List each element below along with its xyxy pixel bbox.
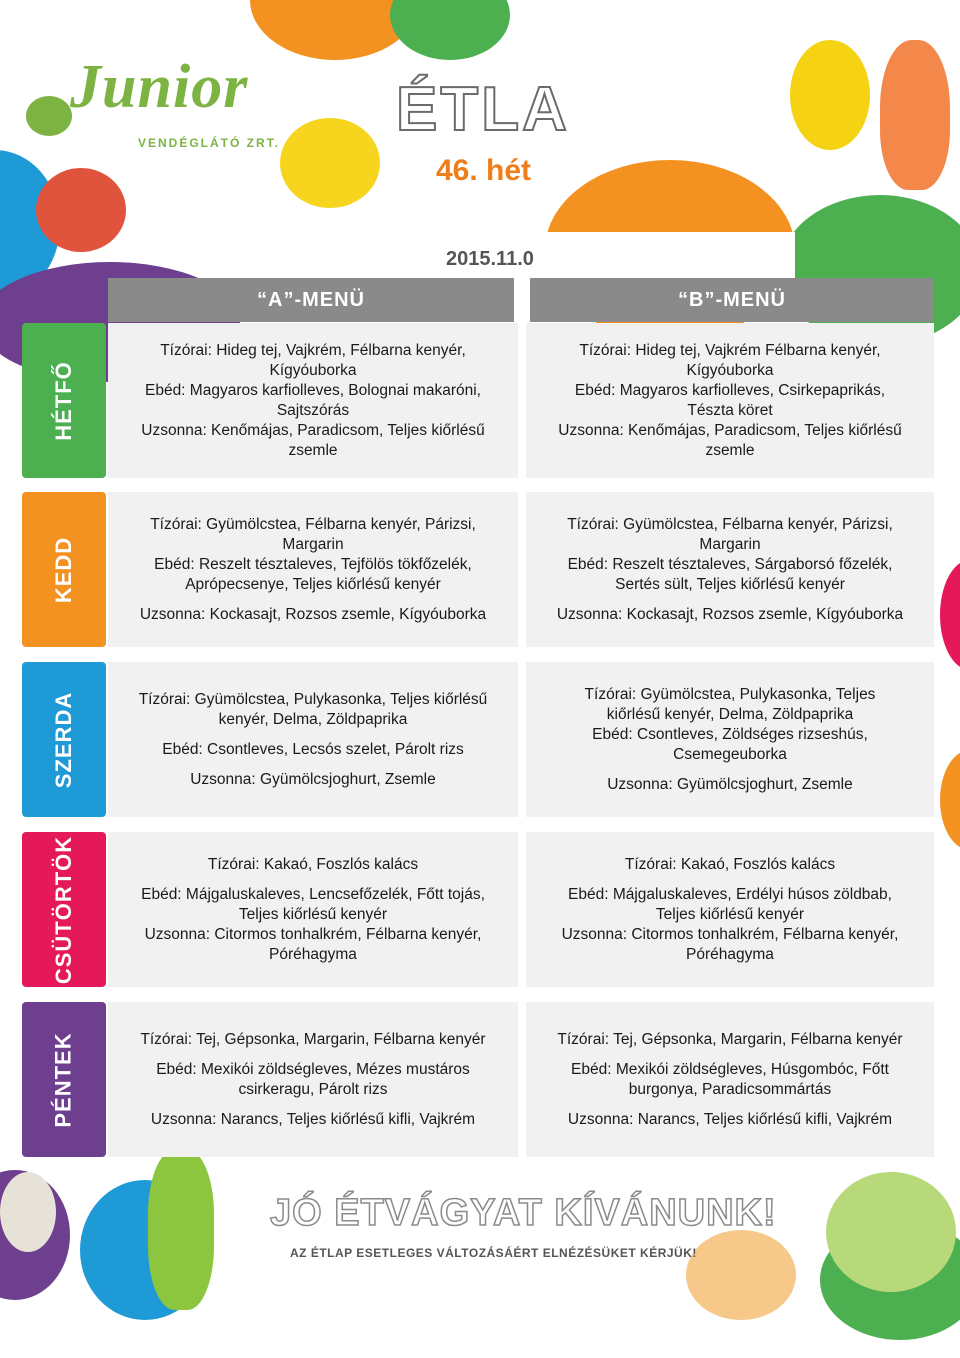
day-label: CSÜTÖRTÖK <box>51 835 77 984</box>
footer-wish: JÓ ÉTVÁGYAT KÍVÁNUNK! <box>270 1192 777 1234</box>
menu-line: Tízórai: Gyümölcstea, Félbarna kenyér, Párizsi, <box>150 515 476 533</box>
menu-line: Teljes kiőrlésű kenyér <box>238 905 388 923</box>
day-label: HÉTFŐ <box>51 360 76 441</box>
menu-line: Ebéd: Reszelt tésztaleves, Sárgaborsó főzelék, <box>567 555 893 573</box>
menu-line: Ebéd: Magyaros karfiolleves, Csirkepaprikás, <box>574 381 886 399</box>
logo-subtitle: VENDÉGLÁTÓ ZRT. <box>138 136 281 150</box>
column-header-a: “A”-MENÜ <box>108 278 514 322</box>
menu-line: Uzsonna: Gyümölcsjoghurt, Zsemle <box>190 770 436 788</box>
radish-character-icon <box>0 1172 56 1252</box>
pepper-character-icon <box>790 40 870 150</box>
menu-line: Margarin <box>282 535 344 553</box>
menu-line: Ebéd: Mexikói zöldségleves, Mézes mustáros <box>156 1060 470 1078</box>
zucchini-character-icon <box>148 1150 214 1310</box>
menu-line: Tízórai: Tej, Gépsonka, Margarin, Félbarna kenyér <box>557 1030 903 1048</box>
menu-cell-b <box>526 662 934 817</box>
menu-line: Tízórai: Hideg tej, Vajkrém, Félbarna kenyér, <box>160 341 466 359</box>
menu-line: Ebéd: Májgaluskaleves, Erdélyi húsos zöldbab, <box>568 885 892 903</box>
menu-line: Csemegeuborka <box>673 745 787 763</box>
menu-line: Tízórai: Kakaó, Foszlós kalács <box>624 855 836 873</box>
menu-line: kenyér, Delma, Zöldpaprika <box>218 710 408 728</box>
menu-line: Uzsonna: Kockasajt, Rozsos zsemle, Kígyóuborka <box>139 605 487 623</box>
menu-line: Tízórai: Gyümölcstea, Félbarna kenyér, Párizsi, <box>567 515 893 533</box>
day-tab <box>22 662 106 817</box>
menu-line: Ebéd: Mexikói zöldségleves, Húsgombóc, Főtt <box>571 1060 889 1078</box>
footer-note: AZ ÉTLAP ESETLEGES VÁLTOZÁSÁÉRT ELNÉZÉSÜKET KÉRJÜK! <box>290 1246 697 1260</box>
menu-line: Kígyóuborka <box>686 361 774 379</box>
menu-line: Ebéd: Csontleves, Zöldséges rizseshús, <box>592 725 868 743</box>
menu-line: Uzsonna: Kenőmájas, Paradicsom, Teljes kiőrlésű <box>558 421 902 439</box>
menu-cell-a <box>108 832 518 987</box>
logo-name: Junior <box>70 53 249 121</box>
menu-cell-b <box>526 323 934 478</box>
menu-line: burgonya, Paradicsommártás <box>628 1080 832 1098</box>
decor-green-circle <box>390 0 510 60</box>
menu-line: Ebéd: Magyaros karfiolleves, Bolognai makaróni, <box>144 381 481 399</box>
menu-line: Uzsonna: Kenőmájas, Paradicsom, Teljes kiőrlésű <box>141 421 485 439</box>
day-label: SZERDA <box>51 691 77 788</box>
cabbage-character-icon <box>826 1172 956 1292</box>
day-tab <box>22 323 106 478</box>
menu-cell-b <box>526 492 934 647</box>
menu-line: Sajtszórás <box>276 401 350 419</box>
menu-line: Tízórai: Gyümölcstea, Pulykasonka, Teljes kiőrlésű <box>138 690 488 708</box>
menu-line: Margarin <box>699 535 761 553</box>
menu-line: Uzsonna: Gyümölcsjoghurt, Zsemle <box>607 775 853 793</box>
menu-line: csirkeragu, Párolt rizs <box>238 1080 388 1098</box>
menu-line: Uzsonna: Citormos tonhalkrém, Félbarna kenyér, <box>561 925 899 943</box>
menu-line: Uzsonna: Citormos tonhalkrém, Félbarna kenyér, <box>144 925 482 943</box>
day-tab <box>22 832 106 987</box>
day-tab <box>22 1002 106 1157</box>
week-label: 46. hét <box>436 154 532 187</box>
menu-cell-a <box>108 323 518 478</box>
day-label: PÉNTEK <box>51 1031 76 1128</box>
carrot-character-icon <box>880 40 950 190</box>
menu-line: Ebéd: Májgaluskaleves, Lencsefőzelék, Főtt tojás, <box>141 885 485 903</box>
menu-line: kiőrlésű kenyér, Delma, Zöldpaprika <box>606 705 854 723</box>
menu-line: Kígyóuborka <box>269 361 357 379</box>
decor-red-right-circle <box>940 560 960 670</box>
decor-white-block-2 <box>545 232 795 278</box>
menu-cell-a <box>108 662 518 817</box>
menu-line: Tízórai: Kakaó, Foszlós kalács <box>207 855 419 873</box>
menu-line: Uzsonna: Narancs, Teljes kiőrlésű kifli, Vajkrém <box>150 1110 476 1128</box>
menu-line: Uzsonna: Narancs, Teljes kiőrlésű kifli, Vajkrém <box>567 1110 893 1128</box>
menu-line: Tészta köret <box>687 401 773 419</box>
menu-line: Teljes kiőrlésű kenyér <box>655 905 805 923</box>
menu-cell-b <box>526 832 934 987</box>
decor-white-block <box>545 60 790 160</box>
tomato-character-icon <box>36 168 126 252</box>
menu-line: zsemle <box>705 441 755 459</box>
menu-line: Ebéd: Csontleves, Lecsós szelet, Párolt rizs <box>162 740 464 758</box>
day-tab <box>22 492 106 647</box>
day-label: KEDD <box>51 536 76 603</box>
column-header-b: “B”-MENÜ <box>530 278 934 322</box>
menu-line: Uzsonna: Kockasajt, Rozsos zsemle, Kígyóuborka <box>556 605 904 623</box>
date-label: 2015.11.0 <box>446 248 534 270</box>
menu-line: Póréhagyma <box>686 945 774 963</box>
decor-orange-right-circle <box>940 750 960 850</box>
logo-plate-icon <box>26 96 72 136</box>
menu-cell-a <box>108 1002 518 1157</box>
menu-line: Sertés sült, Teljes kiőrlésű kenyér <box>615 575 845 593</box>
menu-line: zsemle <box>288 441 338 459</box>
page-title: ÉTLA <box>396 75 570 144</box>
menu-line: Ebéd: Reszelt tésztaleves, Tejfölös tökfőzelék, <box>154 555 472 573</box>
menu-cell-a <box>108 492 518 647</box>
menu-line: Aprópecsenye, Teljes kiőrlésű kenyér <box>185 575 441 593</box>
menu-line: Tízórai: Gyümölcstea, Pulykasonka, Teljes <box>584 685 876 703</box>
squash-character-icon <box>280 118 380 208</box>
menu-line: Tízórai: Hideg tej, Vajkrém Félbarna kenyér, <box>579 341 881 359</box>
onion-character-icon <box>686 1230 796 1320</box>
menu-line: Póréhagyma <box>269 945 357 963</box>
menu-line: Tízórai: Tej, Gépsonka, Margarin, Félbarna kenyér <box>140 1030 486 1048</box>
menu-cell-b <box>526 1002 934 1157</box>
